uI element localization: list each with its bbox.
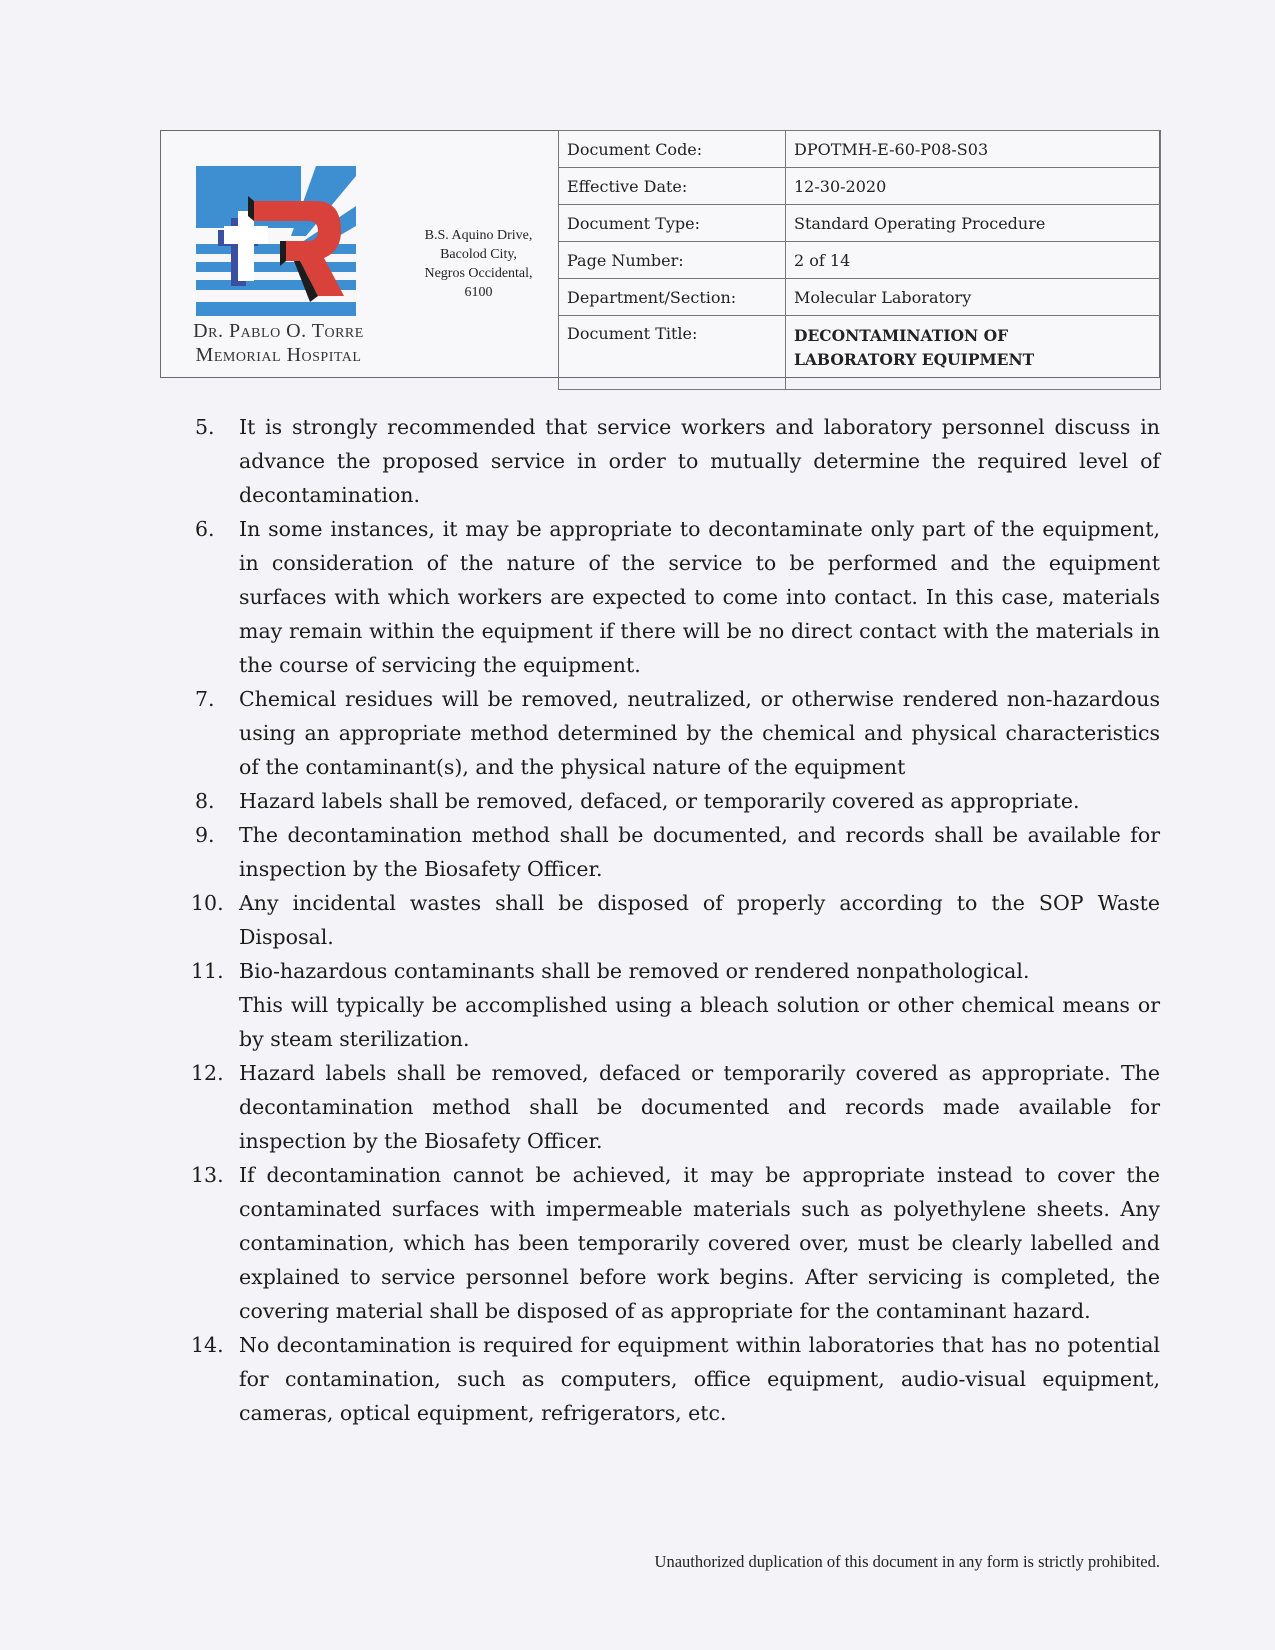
- meta-row-page-number: [559, 242, 1161, 279]
- address-line: 6100: [464, 285, 493, 300]
- hospital-address: [396, 226, 561, 302]
- meta-row-document-code: [559, 131, 1161, 168]
- field-label: Document Type:: [559, 205, 786, 242]
- field-value: Molecular Laboratory: [786, 279, 1161, 316]
- address-line: Bacolod City,: [440, 247, 517, 262]
- address-line: B.S. Aquino Drive,: [424, 228, 533, 243]
- field-value: 12-30-2020: [786, 168, 1161, 205]
- hospital-name: [161, 319, 396, 367]
- item-number: 12.: [191, 1061, 224, 1085]
- item-number: 8.: [195, 789, 215, 813]
- list-item: [195, 784, 1160, 818]
- item-number: 13.: [191, 1163, 224, 1187]
- item-text: It is strongly recommended that service workers and laboratory personnel discuss in advance the proposed service in order to mutually determine the required level of decontamination.: [239, 415, 1160, 507]
- item-text: Chemical residues will be removed, neutralized, or otherwise rendered non-hazardous using an appropriate method determined by the chemical and physical characteristics of the contaminant(s), and the physical nature of the equipment: [239, 687, 1160, 779]
- item-text: The decontamination method shall be documented, and records shall be available for inspection by the Biosafety Officer.: [239, 823, 1160, 881]
- hospital-name-line1: Dr. Pablo O. Torre: [193, 320, 364, 342]
- list-item: [195, 682, 1160, 784]
- meta-row-effective-date: [559, 168, 1161, 205]
- hospital-logo-cross-r-icon: [196, 166, 356, 316]
- item-number: 7.: [195, 687, 215, 711]
- document-title-line2: LABORATORY EQUIPMENT: [794, 350, 1035, 369]
- document-title-line1: DECONTAMINATION OF: [794, 326, 1009, 345]
- meta-row-department: [559, 279, 1161, 316]
- field-value: 2 of 14: [786, 242, 1161, 279]
- item-number: 10.: [191, 891, 224, 915]
- field-label: Department/Section:: [559, 279, 786, 316]
- procedure-list: [191, 410, 1160, 1430]
- list-item: [191, 1056, 1160, 1158]
- item-text: Hazard labels shall be removed, defaced or temporarily covered as appropriate. The decontamination method shall be documented and records made available for inspection by the Biosafety Officer.: [239, 1061, 1160, 1153]
- field-label: Document Code:: [559, 131, 786, 168]
- item-number: 5.: [195, 415, 215, 439]
- item-text: In some instances, it may be appropriate to decontaminate only part of the equipment, in consideration of the nature of the service to be performed and the equipment surfaces with which workers are expected to come into contact. In this case, materials may remain within the equipment if there will be no direct contact with the materials in the course of servicing the equipment.: [239, 517, 1160, 677]
- list-item: [191, 886, 1160, 954]
- item-text: No decontamination is required for equipment within laboratories that has no potential for contamination, such as computers, office equipment, audio-visual equipment, cameras, optical equipment, refrigerators, etc.: [239, 1333, 1160, 1425]
- list-item: [191, 1328, 1160, 1430]
- field-label: Page Number:: [559, 242, 786, 279]
- document-title: [786, 316, 1161, 390]
- list-item: [195, 512, 1160, 682]
- item-number: 6.: [195, 517, 215, 541]
- item-text: Any incidental wastes shall be disposed of properly according to the SOP Waste Disposal.: [239, 891, 1160, 949]
- document-header: [160, 130, 1160, 378]
- meta-row-document-title: [559, 316, 1161, 390]
- field-value: Standard Operating Procedure: [786, 205, 1161, 242]
- document-metadata-table: [558, 130, 1161, 390]
- field-label: Effective Date:: [559, 168, 786, 205]
- item-text: If decontamination cannot be achieved, it may be appropriate instead to cover the contaminated surfaces with impermeable materials such as polyethylene sheets. Any contamination, which has been temporarily covered over, must be clearly labelled and explained to service personnel before work begins. After servicing is completed, the covering material shall be disposed of as appropriate for the contaminant hazard.: [239, 1163, 1160, 1323]
- field-label: Document Title:: [559, 316, 786, 390]
- footer-notice: Unauthorized duplication of this document in any form is strictly prohibited.: [654, 1552, 1160, 1571]
- meta-row-document-type: [559, 205, 1161, 242]
- item-text: Bio-hazardous contaminants shall be removed or rendered nonpathological.: [239, 959, 1030, 983]
- list-item: [191, 954, 1160, 1056]
- field-value: DPOTMH-E-60-P08-S03: [786, 131, 1161, 168]
- address-line: Negros Occidental,: [424, 266, 533, 281]
- logo-area: [161, 131, 396, 377]
- list-item: [191, 1158, 1160, 1328]
- item-text-continued: This will typically be accomplished using a bleach solution or other chemical means or by steam sterilization.: [239, 993, 1160, 1051]
- item-text: Hazard labels shall be removed, defaced, or temporarily covered as appropriate.: [239, 789, 1080, 813]
- item-number: 9.: [195, 823, 215, 847]
- hospital-name-line2: Memorial Hospital: [195, 344, 362, 366]
- list-item: [195, 410, 1160, 512]
- item-number: 11.: [191, 959, 224, 983]
- list-item: [195, 818, 1160, 886]
- item-number: 14.: [191, 1333, 224, 1357]
